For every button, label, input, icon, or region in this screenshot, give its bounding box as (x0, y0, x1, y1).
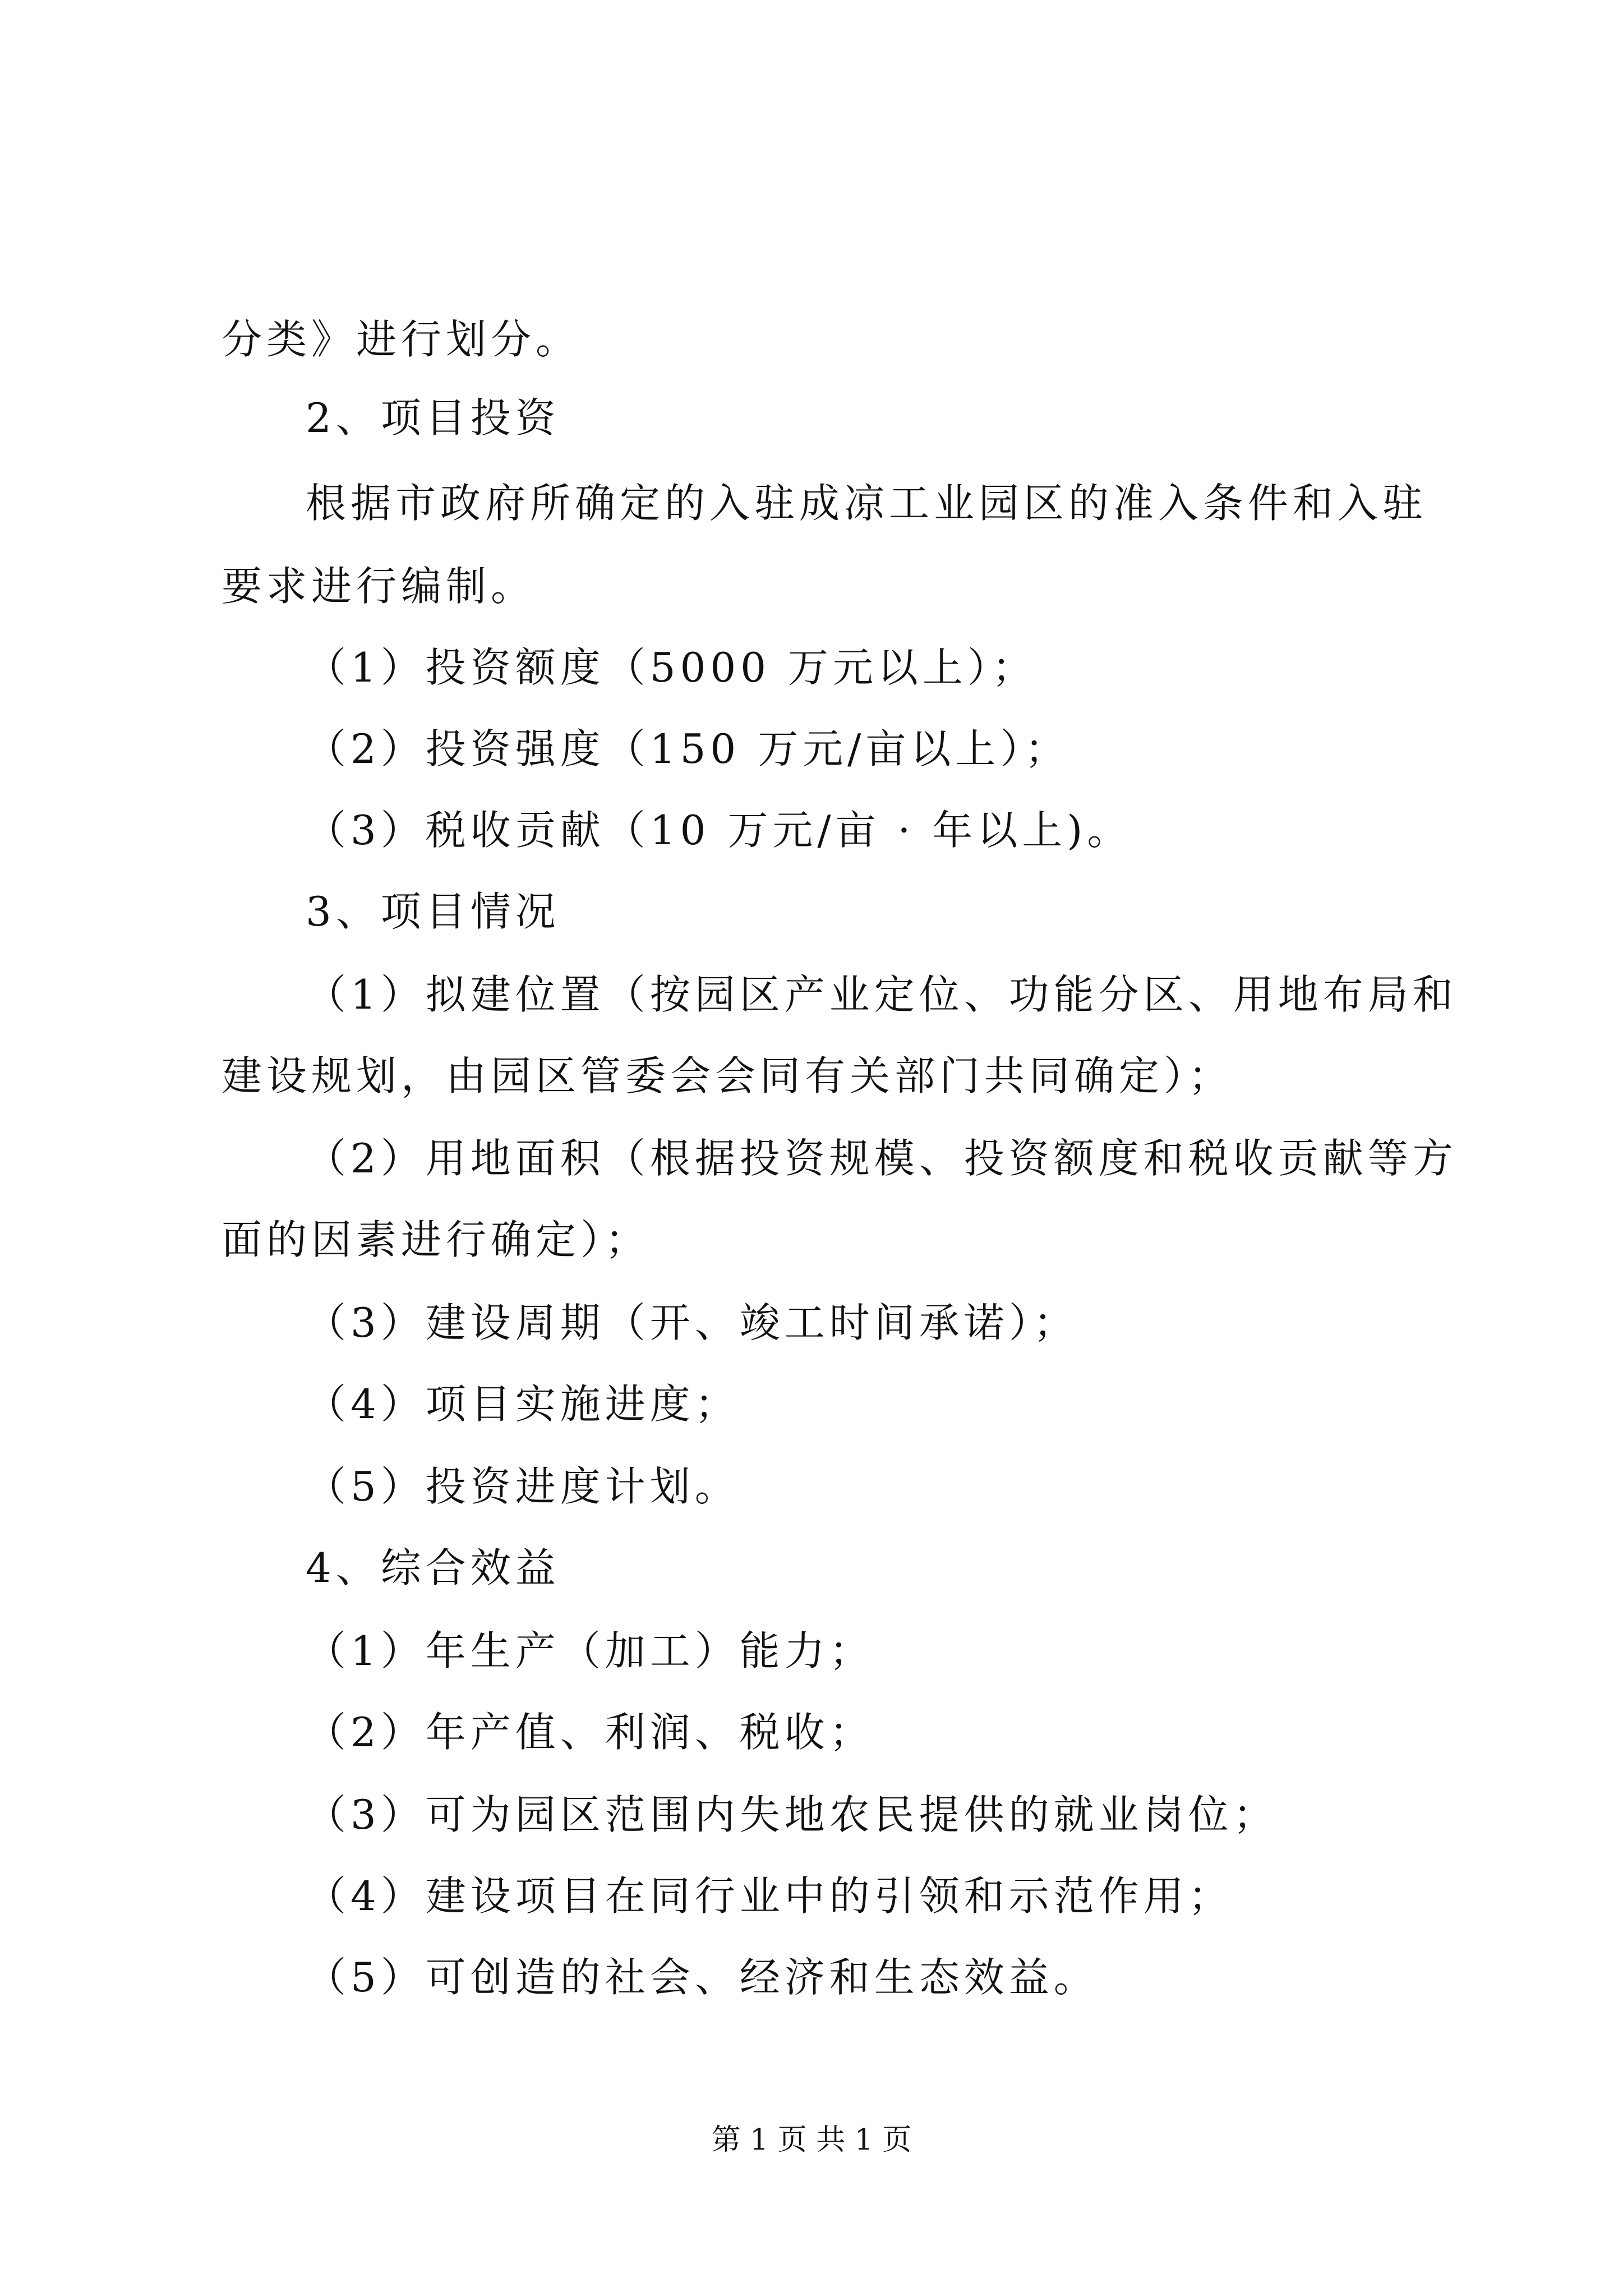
list-item: （1）拟建位置（按园区产业定位、功能分区、用地布局和 (306, 971, 1458, 1018)
list-item: （5）投资进度计划。 (306, 1463, 740, 1510)
list-item-continuation: 建设规划，由园区管委会会同有关部门共同确定）； (222, 1052, 1234, 1099)
list-item: （2）用地面积（根据投资规模、投资额度和税收贡献等方 (306, 1135, 1458, 1182)
list-item: （4）项目实施进度； (306, 1381, 740, 1428)
list-item: （1）年生产（加工）能力； (306, 1627, 874, 1674)
list-item: （3）税收贡献（10 万元/亩 · 年以上)。 (306, 807, 1132, 854)
list-item: （3）可为园区范围内失地农民提供的就业岗位； (306, 1791, 1278, 1838)
section-heading-project-status: 3、项目情况 (306, 888, 560, 935)
list-item-continuation: 面的因素进行确定）； (222, 1216, 651, 1263)
paragraph-line: 要求进行编制。 (222, 563, 536, 610)
list-item: （4）建设项目在同行业中的引领和示范作用； (306, 1872, 1233, 1920)
paragraph-line: 根据市政府所确定的入驻成凉工业园区的准入条件和入驻 (306, 480, 1428, 527)
list-item: （2）投资强度（150 万元/亩以上）； (306, 725, 1070, 772)
page-footer-label: 第 1 页 共 1 页 (711, 2123, 912, 2157)
list-item: （5）可创造的社会、经济和生态效益。 (306, 1954, 1099, 2001)
section-heading-benefits: 4、综合效益 (306, 1544, 560, 1591)
list-item: （2）年产值、利润、税收； (306, 1709, 874, 1756)
section-heading-investment: 2、项目投资 (306, 394, 560, 441)
list-item: （1）投资额度（5000 万元以上）； (306, 644, 1037, 691)
list-item: （3）建设周期（开、竣工时间承诺）； (306, 1299, 1078, 1346)
paragraph-line: 分类》进行划分。 (222, 316, 581, 363)
